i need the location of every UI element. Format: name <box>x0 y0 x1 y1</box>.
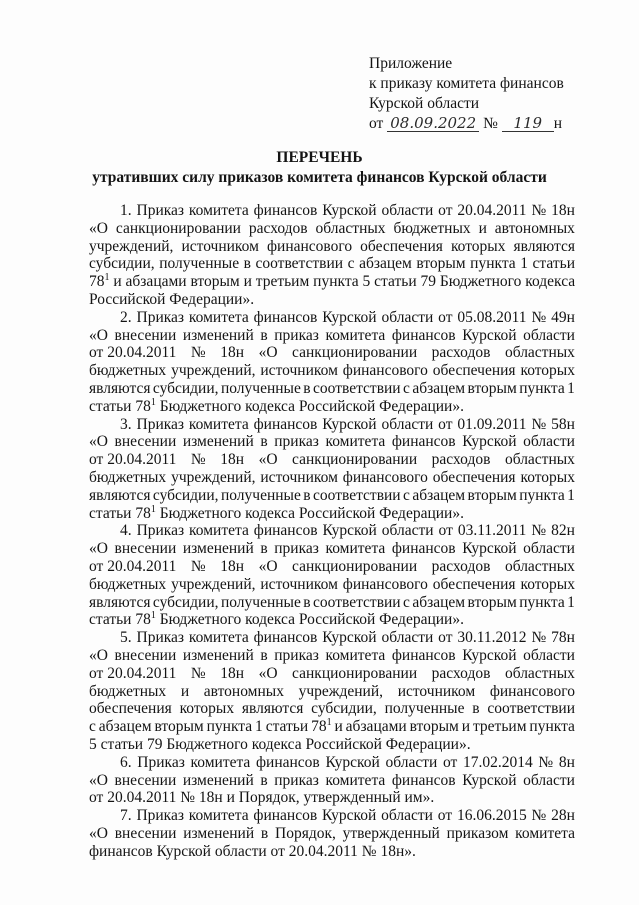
repealed-orders-list <box>89 202 575 860</box>
text-line: $78^1$ и абзацами вторым и третьим пункта 5 статьи 79 Бюджетного кодекса <box>89 272 576 291</box>
text-line: 5 статьи 79 Бюджетного кодекса Российской Федерации». <box>89 735 471 753</box>
text-line: являются субсидии, полученные в соответствии с абзацем вторым пункта 1 <box>89 486 575 504</box>
handwritten-date: 08.09.2022 <box>387 115 479 132</box>
text-line: с абзацем вторым пункта 1 статьи $78^1$ и абзацами вторым и третьим пункта <box>89 717 575 736</box>
text-line: бюджетных и автономных учреждений, источником финансового <box>89 682 575 700</box>
list-item <box>89 309 575 416</box>
text-line: 4. Приказ комитета финансов Курской области от 03.11.2011 № 82н <box>120 522 575 540</box>
text-line: от 20.04.2011 № 18н «О санкционировании расходов областных <box>89 557 575 575</box>
text-line: «О внесении изменений в приказ комитета финансов Курской области <box>89 540 575 558</box>
text-line: являются субсидии, полученные в соответствии с абзацем вторым пункта 1 <box>89 379 575 397</box>
appendix-line: к приказу комитета финансов <box>369 75 564 92</box>
document-title: ПЕРЕЧЕНЬ <box>276 149 363 166</box>
date-prefix: от <box>369 115 384 132</box>
text-line: Российской Федерации». <box>89 290 255 308</box>
text-line: статьи $78^1$ Бюджетного кодекса Российской Федерации». <box>89 503 464 522</box>
list-item <box>89 202 575 309</box>
text-line: обеспечения которых являются субсидии, полученные в соответствии <box>89 700 575 718</box>
text-line: являются субсидии, полученные в соответствии с абзацем вторым пункта 1 <box>89 593 575 611</box>
text-line: статьи $78^1$ Бюджетного кодекса Российской Федерации». <box>89 610 464 629</box>
text-line: «О внесении изменений в приказ комитета финансов Курской области <box>89 771 575 789</box>
document-subtitle: утративших силу приказов комитета финансов Курской области <box>92 169 547 186</box>
list-item <box>89 522 575 629</box>
text-line: 7. Приказ комитета финансов Курской области от 16.06.2015 № 28н <box>120 807 575 825</box>
number-suffix: н <box>553 115 563 132</box>
text-line: учреждений, источником финансового обеспечения которых являются <box>89 237 575 255</box>
text-line: бюджетных учреждений, источником финансового обеспечения которых <box>89 575 575 593</box>
list-item <box>89 754 575 807</box>
text-line: бюджетных учреждений, источником финансового обеспечения которых <box>89 362 575 380</box>
text-line: «О санкционировании расходов областных бюджетных и автономных <box>89 219 575 237</box>
number-prefix: № <box>483 115 498 132</box>
list-item <box>89 807 575 860</box>
handwritten-number: 119 <box>502 115 554 132</box>
text-line: 1. Приказ комитета финансов Курской области от 20.04.2011 № 18н <box>120 202 575 219</box>
text-line: финансов Курской области от 20.04.2011 № 18н». <box>89 842 416 860</box>
appendix-line: Приложение <box>369 55 453 72</box>
text-line: бюджетных учреждений, источником финансового обеспечения которых <box>89 468 575 486</box>
text-line: от 20.04.2011 № 18н «О санкционировании расходов областных <box>89 451 575 469</box>
text-line: от 20.04.2011 № 18н и Порядок, утвержденный им». <box>89 789 435 807</box>
list-item <box>89 629 575 754</box>
text-line: от 20.04.2011 № 18н «О санкционировании расходов областных <box>89 344 575 362</box>
list-item <box>89 416 575 523</box>
text-line: 2. Приказ комитета финансов Курской области от 05.08.2011 № 49н <box>120 308 575 326</box>
text-line: «О внесении изменений в Порядок, утвержденный приказом комитета <box>89 824 575 842</box>
text-line: «О внесении изменений в приказ комитета финансов Курской области <box>89 646 575 664</box>
text-line: «О внесении изменений в приказ комитета финансов Курской области <box>89 326 575 344</box>
text-line: субсидии, полученные в соответствии с абзацем вторым пункта 1 статьи <box>89 255 575 273</box>
text-line: статьи $78^1$ Бюджетного кодекса Российской Федерации». <box>89 396 464 415</box>
text-line: «О внесении изменений в приказ комитета финансов Курской области <box>89 433 575 451</box>
appendix-date-number-line <box>369 114 564 134</box>
text-line: 5. Приказ комитета финансов Курской области от 30.11.2012 № 78н <box>120 629 575 647</box>
text-line: 3. Приказ комитета финансов Курской области от 01.09.2011 № 58н <box>120 415 575 433</box>
text-line: 6. Приказ комитета финансов Курской области от 17.02.2014 № 8н <box>120 753 575 771</box>
appendix-line: Курской области <box>369 95 480 112</box>
text-line: от 20.04.2011 № 18н «О санкционировании расходов областных <box>89 664 575 682</box>
appendix-header <box>369 54 564 134</box>
